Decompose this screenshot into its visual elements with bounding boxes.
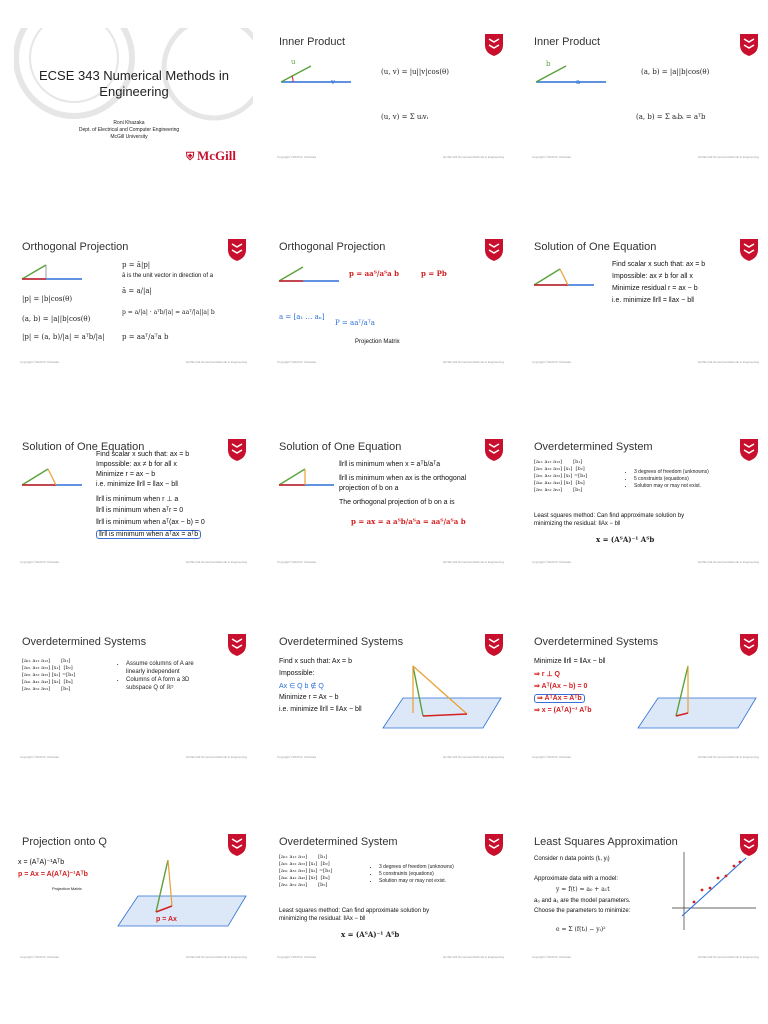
bullet-2-text-2: subspace Q of ℝ⁵: [126, 685, 174, 691]
footer-left: Copyright ©2020 R. Khazaka: [532, 755, 571, 759]
solution-equation: x = (AᵀA)⁻¹ Aᵀb: [596, 535, 655, 544]
footer: [532, 955, 759, 960]
bullet-3: • Solution may or may not exist.: [379, 878, 454, 885]
footer-center: ECSE 343 Numerical Methods in Engineering: [443, 560, 504, 564]
slide-5: [271, 233, 510, 368]
line-2: minimizing the residual: ‖Ax − b‖: [534, 521, 621, 527]
matrix-equation: [a₁₁ a₁₂ a₁₃] [b₁] [a₂₁ a₂₂ a₂₃] [x₁] [b₂] [a₃₁ a₃₂ a₃₃] [x₂] =[b₃] [a₄₁ a₄₂ a₄₃] [x₃] [b₄] [a₅₁ a₅₂ a₅₃] [b₅]: [22, 658, 76, 692]
slide-7: [14, 433, 253, 568]
line-1: Find scalar x such that: ax = b: [96, 451, 190, 458]
line-1: x = (AᵀA)⁻¹Aᵀb: [18, 859, 65, 866]
subspace-diagram: [383, 658, 503, 728]
p-label: p = Ax: [156, 916, 177, 923]
footer: [277, 560, 504, 565]
footer: [277, 360, 504, 365]
projection-matrix-note: Projection Matrix: [355, 339, 400, 345]
line-8-boxed: ‖r‖ is minimum when aᵀax = aᵀb: [96, 530, 201, 539]
line-5: ‖r‖ is minimum when r ⊥ a: [96, 496, 179, 503]
slide-13: [14, 828, 253, 963]
mcgill-crest-icon: [739, 238, 759, 262]
slide-12: [526, 628, 765, 763]
slide-title: Overdetermined Systems: [534, 636, 659, 648]
slide-title: Overdetermined System: [534, 441, 653, 453]
line-5: p = ax = a aᵀb/aᵀa = aaᵀ/aᵀa b: [351, 517, 466, 526]
footer-center: ECSE 343 Numerical Methods in Engineering: [698, 360, 759, 364]
slide-11: [271, 628, 510, 763]
line-3: projection of b on a: [339, 485, 399, 492]
mcgill-crest-icon: [227, 438, 247, 462]
bullet-1: • 3 degrees of freedom (unknowns): [379, 864, 454, 871]
bullet-list: [371, 864, 454, 885]
footer: [532, 360, 759, 365]
footer: [277, 155, 504, 160]
footer-left: Copyright ©2020 R. Khazaka: [20, 955, 59, 959]
slide-10: [14, 628, 253, 763]
line-2: Impossible:: [279, 670, 315, 677]
mcgill-crest-icon: [227, 633, 247, 657]
mcgill-crest-icon: [484, 33, 504, 57]
footer: [532, 560, 759, 565]
mcgill-crest-icon: [227, 238, 247, 262]
subspace-diagram: [118, 856, 248, 926]
author-dept: Dept. of Electrical and Computer Engineering: [78, 127, 180, 133]
bullet-2: • 5 constraints (equations): [634, 476, 709, 483]
slide-8: [271, 433, 510, 568]
eq-1: p = aaᵀ/aᵀa b: [349, 269, 400, 278]
line-3: Minimize residual r = ax − b: [612, 285, 698, 292]
footer-left: Copyright ©2020 R. Khazaka: [277, 560, 316, 564]
equation-2: (a, b) = Σ aᵢbᵢ = aᵀb: [636, 113, 706, 121]
line-3: y = f(t) = a₀ + a₁t: [556, 886, 610, 893]
slide-title: Inner Product: [279, 36, 346, 48]
line-1: Minimize ‖r‖ = ‖Ax − b‖: [534, 658, 606, 665]
slide-title: Overdetermined System: [279, 836, 398, 848]
footer: [277, 755, 504, 760]
a-vector: a = [a₁ … aₙ]: [279, 313, 325, 321]
footer: [20, 560, 247, 565]
line-2: Impossible: ax ≠ b for all x: [612, 273, 693, 280]
equation-1: (a, b) = |a||b|cos(θ): [641, 68, 710, 76]
line-3: Minimize r = ax − b: [96, 471, 156, 478]
line-4: a₀ and a₁ are the model parameters.: [534, 898, 631, 904]
line-5: Choose the parameters to minimize:: [534, 908, 631, 914]
footer-center: ECSE 343 Numerical Methods in Engineering: [698, 155, 759, 159]
slide-title: Least Squares Approximation: [534, 836, 678, 848]
footer-center: ECSE 343 Numerical Methods in Engineering: [443, 155, 504, 159]
line-6: e = Σ (f(tᵢ) − yᵢ)²: [556, 926, 606, 933]
mcgill-crest-icon: [739, 438, 759, 462]
slide-grid: [14, 28, 760, 968]
mcgill-crest-icon: [739, 633, 759, 657]
footer-left: Copyright ©2020 R. Khazaka: [532, 155, 571, 159]
line-1: Find scalar x such that: ax = b: [612, 261, 706, 268]
line-2: minimizing the residual: ‖Ax − b‖: [279, 916, 366, 922]
author-block: [34, 120, 224, 141]
slide-1: [14, 28, 253, 163]
eq-left-3: |p| = (a, b)/|a| = aᵀb/|a|: [22, 333, 105, 341]
line-3: ⇒ Aᵀ(Ax − b) = 0: [534, 683, 588, 690]
bullet-2-text: Columns of A form a 3D: [126, 677, 190, 683]
footer: [277, 955, 504, 960]
footer-center: ECSE 343 Numerical Methods in Engineering: [443, 955, 504, 959]
line-2: ⇒ r ⊥ Q: [534, 671, 560, 678]
line-8: [96, 531, 201, 538]
eq-right-5: p = aaᵀ/aᵀa b: [122, 333, 169, 341]
slide-6: [526, 233, 765, 368]
eq-3: P = aaᵀ/aᵀa: [335, 319, 375, 327]
eq-left-1: |p| = |b|cos(θ): [22, 295, 73, 303]
projection-matrix-note: Projection Matrix: [52, 886, 82, 891]
footer-left: Copyright ©2020 R. Khazaka: [277, 360, 316, 364]
bullet-2: [126, 676, 194, 692]
slide-15: [526, 828, 765, 963]
line-1: Least squares method: Can find approximate solution by: [534, 513, 685, 519]
footer-center: ECSE 343 Numerical Methods in Engineering: [186, 560, 247, 564]
line-2: Approximate data with a model:: [534, 876, 619, 882]
slide-9: [526, 433, 765, 568]
residual-diagram: [279, 463, 339, 489]
v-label: v: [331, 78, 335, 86]
footer-center: ECSE 343 Numerical Methods in Engineering: [698, 755, 759, 759]
bullet-2: • 5 constraints (equations): [379, 871, 454, 878]
mcgill-crest-icon: [739, 33, 759, 57]
bullet-list: [626, 469, 709, 490]
footer-center: ECSE 343 Numerical Methods in Engineering: [186, 360, 247, 364]
slide-4: [14, 233, 253, 368]
mcgill-crest-icon: [484, 238, 504, 262]
bullet-list: [118, 660, 194, 692]
line-4: i.e. minimize ‖r‖ = ‖ax − b‖: [96, 481, 178, 488]
footer-left: Copyright ©2020 R. Khazaka: [277, 755, 316, 759]
matrix-equation: [a₁₁ a₁₂ a₁₃] [b₁] [a₂₁ a₂₂ a₂₃] [x₁] [b₂] [a₃₁ a₃₂ a₃₃] [x₂] =[b₃] [a₄₁ a₄₂ a₄₃] [x₃] [b₄] [a₅₁ a₅₂ a₅₃] [b₅]: [534, 459, 588, 493]
line-4: [534, 694, 585, 702]
slide-title: Orthogonal Projection: [22, 241, 129, 253]
eq-left-2: (a, b) = |a||b|cos(θ): [22, 315, 91, 323]
line-7: ‖r‖ is minimum when aᵀ(ax − b) = 0: [96, 519, 205, 526]
eq-right-4: p = a/|a| · aᵀb/|a| = aaᵀ/|a||a| b: [122, 309, 215, 316]
footer-center: ECSE 343 Numerical Methods in Engineering: [698, 560, 759, 564]
slide-title: Orthogonal Projection: [279, 241, 386, 253]
projection-diagram: [22, 259, 92, 283]
eq-2: p = Pb: [421, 269, 447, 278]
mcgill-logo: ⛨ McGill: [186, 148, 236, 163]
bullet-1-text: Assume columns of A are: [126, 661, 194, 667]
bullet-1-text-2: linearly independent: [126, 669, 180, 675]
line-2: p = Ax = A(AᵀA)⁻¹Aᵀb: [18, 871, 88, 878]
residual-diagram: [534, 263, 604, 289]
scatter-fit-diagram: [672, 852, 758, 932]
line-5: i.e. minimize ‖r‖ = ‖Ax − b‖: [279, 706, 362, 713]
footer: [20, 755, 247, 760]
line-1: ‖r‖ is minimum when x = aᵀb/aᵀa: [339, 461, 441, 468]
author-university: McGill University: [110, 134, 148, 140]
footer-left: Copyright ©2020 R. Khazaka: [277, 955, 316, 959]
footer-left: Copyright ©2020 R. Khazaka: [20, 560, 59, 564]
slide-title: Solution of One Equation: [279, 441, 402, 453]
line-5: ⇒ x = (AᵀA)⁻¹ Aᵀb: [534, 707, 592, 714]
bullet-1: [126, 660, 194, 676]
subspace-diagram: [638, 658, 758, 728]
slide-title: Overdetermined Systems: [279, 636, 404, 648]
residual-diagram: [22, 463, 92, 489]
line-4: i.e. minimize ‖r‖ = ‖ax − b‖: [612, 297, 694, 304]
footer-center: ECSE 343 Numerical Methods in Engineering: [443, 360, 504, 364]
footer-center: ECSE 343 Numerical Methods in Engineering: [186, 755, 247, 759]
a-label: a: [576, 78, 581, 86]
footer-center: ECSE 343 Numerical Methods in Engineering: [698, 955, 759, 959]
author-name: Roni Khazaka: [113, 120, 145, 126]
mcgill-crest-icon: [484, 633, 504, 657]
footer-left: Copyright ©2020 R. Khazaka: [20, 360, 59, 364]
footer-center: ECSE 343 Numerical Methods in Engineering: [443, 755, 504, 759]
slide-title: Solution of One Equation: [22, 441, 145, 453]
footer-left: Copyright ©2020 R. Khazaka: [532, 955, 571, 959]
footer: [20, 955, 247, 960]
slide-14: [271, 828, 510, 963]
slide-title: Solution of One Equation: [534, 241, 657, 253]
solution-equation: x = (AᵀA)⁻¹ Aᵀb: [341, 930, 400, 939]
line-4-boxed: ⇒ AᵀAx = Aᵀb: [534, 694, 585, 703]
eq-right-1: p = ā|p|: [122, 261, 151, 269]
slide-title: Projection onto Q: [22, 836, 107, 848]
main-title: ECSE 343 Numerical Methods in Engineering: [38, 68, 230, 99]
footer-left: Copyright ©2020 R. Khazaka: [277, 155, 316, 159]
mcgill-crest-icon: [484, 833, 504, 857]
footer-left: Copyright ©2020 R. Khazaka: [20, 755, 59, 759]
footer: [532, 755, 759, 760]
projection-diagram: [279, 261, 349, 285]
matrix-equation: [a₁₁ a₁₂ a₁₃] [b₁] [a₂₁ a₂₂ a₂₃] [x₁] [b₂] [a₃₁ a₃₂ a₃₃] [x₂] =[b₃] [a₄₁ a₄₂ a₄₃] [x₃] [b₄] [a₅₁ a₅₂ a₅₃] [b₅]: [279, 854, 333, 888]
footer-left: Copyright ©2020 R. Khazaka: [532, 360, 571, 364]
line-2: ‖r‖ is minimum when ax is the orthogonal: [339, 475, 467, 482]
line-1: Consider n data points (tᵢ, yᵢ): [534, 856, 610, 862]
mcgill-logo-text: McGill: [197, 148, 236, 163]
line-1: Find x such that: Ax = b: [279, 658, 352, 665]
bullet-3: • Solution may or may not exist.: [634, 483, 709, 490]
u-label: u: [291, 58, 296, 66]
slide-title: Inner Product: [534, 36, 601, 48]
footer-center: ECSE 343 Numerical Methods in Engineering: [186, 955, 247, 959]
slide-title: Overdetermined Systems: [22, 636, 147, 648]
eq-right-2: ā is the unit vector in direction of a: [122, 273, 214, 279]
mcgill-crest-icon: [227, 833, 247, 857]
line-6: ‖r‖ is minimum when aᵀr = 0: [96, 507, 184, 514]
equation-1: (u, v) = |u||v|cos(θ): [381, 68, 449, 76]
line-4: The orthogonal projection of b on a is: [339, 499, 455, 506]
line-2: Impossible: ax ≠ b for all x: [96, 461, 177, 468]
line-1: Least squares method: Can find approximate solution by: [279, 908, 430, 914]
mcgill-crest-icon: [484, 438, 504, 462]
footer-left: Copyright ©2020 R. Khazaka: [532, 560, 571, 564]
equation-2: (u, v) = Σ uᵢvᵢ: [381, 113, 429, 121]
footer: [532, 155, 759, 160]
line-4: Minimize r = Ax − b: [279, 694, 339, 701]
b-label: b: [546, 60, 551, 68]
eq-right-3: ā = a/|a|: [122, 287, 152, 295]
slide-2: [271, 28, 510, 163]
line-3: Ax ∈ Q b ∉ Q: [279, 683, 324, 690]
bullet-1: • 3 degrees of freedom (unknowns): [634, 469, 709, 476]
footer: [20, 360, 247, 365]
slide-3: [526, 28, 765, 163]
